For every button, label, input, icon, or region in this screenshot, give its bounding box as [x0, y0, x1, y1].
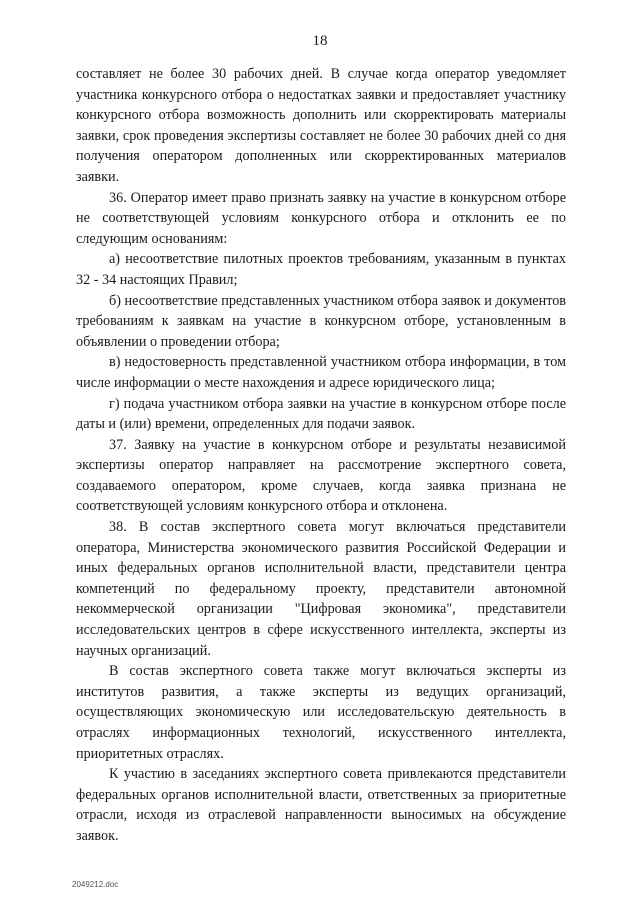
paragraph: в) недостоверность представленной участником отбора информации, в том числе информации о месте нахождения и адресе юридического лица; — [76, 354, 566, 391]
paragraph: б) несоответствие представленных участником отбора заявок и документов требованиям к заявкам на участие в конкурсном отборе, установленным в объявлении о проведении отбора; — [76, 292, 566, 350]
document-body — [76, 64, 566, 847]
paragraph: 36. Оператор имеет право признать заявку на участие в конкурсном отборе не соответствующей условиям конкурсного отбора и отклонить ее по следующим основаниям: — [76, 189, 566, 247]
paragraph: 37. Заявку на участие в конкурсном отборе и результаты независимой экспертизы оператор направляет на рассмотрение экспертного совета, создаваемого оператором, кроме случаев, когда заявка признана не соответствующей условиям конкурсного отбора и отклонена. — [76, 436, 566, 515]
paragraph: 38. В состав экспертного совета могут включаться представители оператора, Министерства экономического развития Российской Федерации и иных федеральных органов исполнительной власти, представители центра компетенций по федеральному проекту, представители автономной некоммерческой организации "Цифровая экономика", представители исследовательских центров в сфере искусственного интеллекта, эксперты из научных организаций. — [76, 519, 566, 659]
paragraph: составляет не более 30 рабочих дней. В случае когда оператор уведомляет участника конкурсного отбора о недостатках заявки и предоставляет участнику конкурсного отбора возможность дополнить или скорректировать материалы заявки, срок проведения экспертизы составляет не более 30 рабочих дней со дня получения оператором дополненных или скорректированных материалов заявки. — [76, 66, 566, 185]
footer-filename: 2049212.doc — [72, 880, 119, 889]
page-number: 18 — [312, 33, 328, 49]
paragraph: К участию в заседаниях экспертного совета привлекаются представители федеральных органов исполнительной власти, ответственных за приоритетные отрасли, исходя из отраслевой направленности выносимых на обсуждение заявок. — [76, 766, 566, 844]
paragraph: а) несоответствие пилотных проектов требованиям, указанным в пунктах 32 - 34 настоящих Правил; — [76, 251, 566, 288]
paragraph: г) подача участником отбора заявки на участие в конкурсном отборе после даты и (или) времени, определенных для подачи заявок. — [76, 395, 566, 433]
paragraph: В состав экспертного совета также могут включаться эксперты из институтов развития, а также эксперты из ведущих организаций, осуществляющих экономическую или исследовательскую деятельность в отраслях информационных технологий, искусственного интеллекта, приоритетных отраслях. — [76, 663, 566, 762]
